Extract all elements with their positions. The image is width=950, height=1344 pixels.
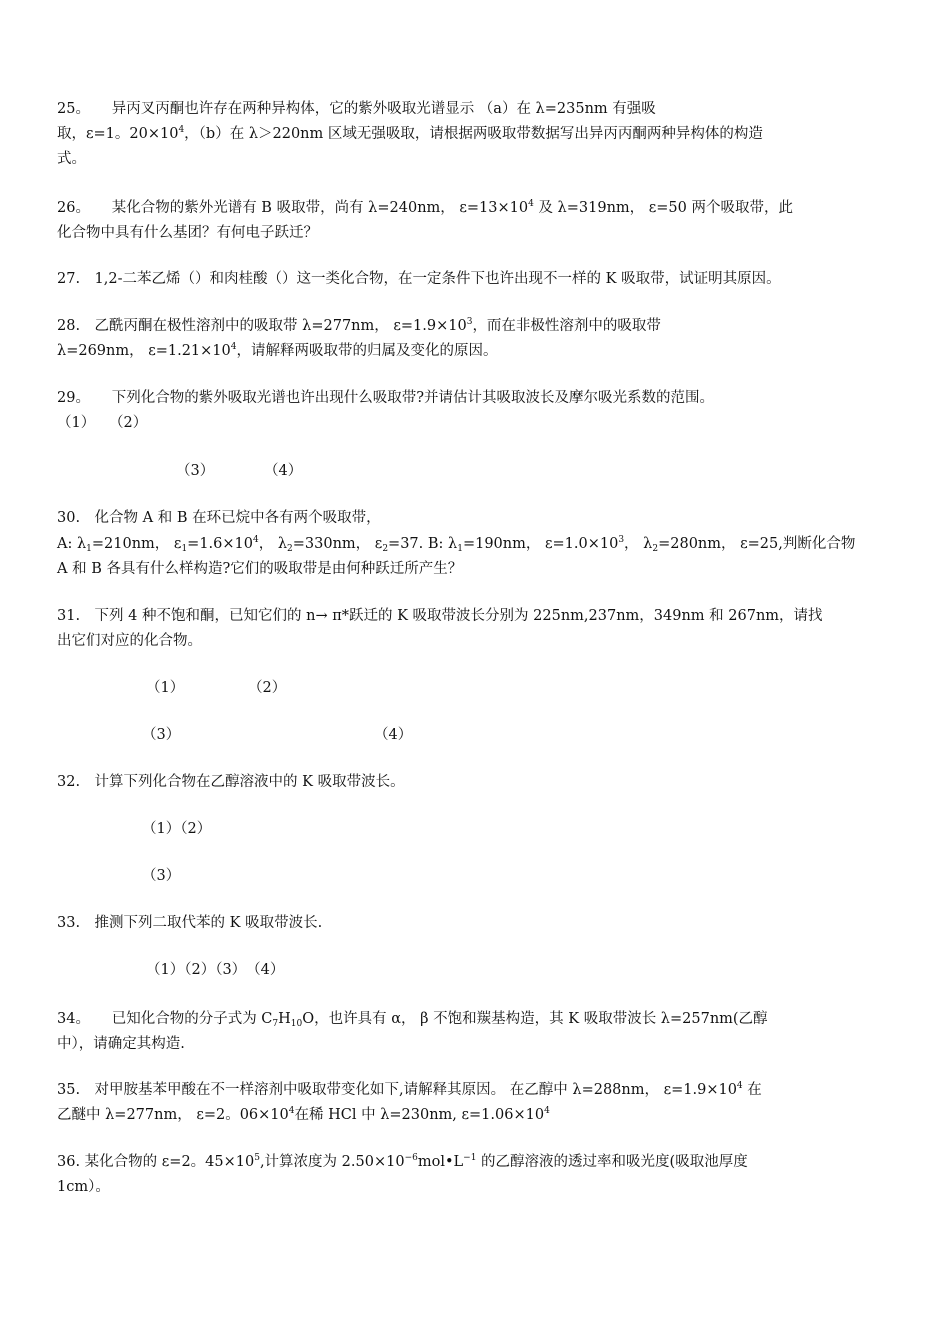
q25-line2: 取，ε=1。$20\times 10^4$，（b）在 λ＞220nm 区域无强吸取，请根据两吸取带数据写出异丙丙酮两种异构体的构造: [57, 125, 763, 142]
q31-line1: 31. 下列 4 种不饱和酮，已知它们的 n→ π*跃迁的 K 吸取带波长分别为 225nm,237nm，349nm 和 267nm，请找: [57, 608, 823, 624]
q25-line3: 式。: [57, 151, 86, 167]
q32-line1: 32. 计算下列化合物在乙醇溶液中的 K 吸取带波长。: [57, 774, 405, 790]
q28-line2: λ=269nm， $\varepsilon=1.21\times 10^4$，请解释两吸取带的归属及变化的原因。: [57, 342, 498, 359]
q29-label-3: （3）: [176, 463, 215, 479]
q26-line2: 化合物中具有什么基团？有何电子跃迁？: [57, 225, 318, 241]
q29-label-4: （4）: [264, 463, 303, 479]
q26-line1: 26。 某化合物的紫外光谱有 B 吸取带，尚有 λ=240nm， $\varepsilon=13\times 10^4$ 及 λ=319nm， ε=50 两个吸取带，此: [57, 199, 793, 216]
q31-line2: 出它们对应的化合物。: [57, 633, 202, 649]
q29-line1: 29。 下列化合物的紫外吸取光谱也许出现什么吸取带?并请估计其吸取波长及摩尔吸光系数的范围。: [57, 390, 714, 406]
q29-label-1: （1）: [57, 415, 96, 431]
q32-label-3: （3）: [142, 868, 181, 884]
q29-label-2: （2）: [109, 415, 148, 431]
q36-line1: 36. 某化合物的 ε=2。$45\times 10^5$,计算浓度为 $2.50\times 10^{-6}mol•L^{-1}$ 的乙醇溶液的透过率和吸光度(吸取池厚度: [57, 1153, 748, 1170]
q31-label-4: （4）: [374, 727, 413, 743]
q31-label-3: （3）: [142, 727, 181, 743]
q32-label-1-2: （1）（2）: [142, 821, 212, 837]
q27-line1: 27. 1,2-二苯乙烯（）和肉桂酸（）这一类化合物，在一定条件下也许出现不一样的 K 吸取带，试证明其原因。: [57, 271, 781, 287]
q33-labels: （1）（2）（3） （4）: [146, 962, 285, 978]
q30-line1: 30. 化合物 A 和 B 在环已烷中各有两个吸取带，: [57, 510, 381, 526]
q28-line1: 28. 乙酰丙酮在极性溶剂中的吸取带 λ=277nm， $\varepsilon=1.9\times 10^3$，而在非极性溶剂中的吸取带: [57, 317, 661, 334]
q30-line3: A 和 B 各具有什么样构造?它们的吸取带是由何种跃迁所产生？: [57, 561, 463, 577]
q30-line2: A: $\lambda_1=210nm$， $\varepsilon_1=1.6\times 10^4$， $\lambda_2=330nm$， $\varepsilon_2=37$. B: $\lambda_1=190nm$， $\varepsilon=1.0\times 10^3$， $\lambda_2=280nm$， ε=25,判断化合物: [57, 535, 856, 554]
q31-label-1: （1）: [146, 680, 185, 696]
q33-line1: 33. 推测下列二取代苯的 K 吸取带波长.: [57, 915, 323, 931]
q35-line1: 35. 对甲胺基苯甲酸在不一样溶剂中吸取带变化如下,请解释其原因。 在乙醇中 λ=288nm， $\varepsilon=1.9\times 10^4$ 在: [57, 1081, 762, 1098]
q25-line1: 25。 异丙叉丙酮也许存在两种异构体，它的紫外吸取光谱显示 （a）在 λ=235nm 有强吸: [57, 101, 656, 117]
q34-line2: 中），请确定其构造.: [57, 1036, 185, 1052]
q36-line2: 1cm）。: [57, 1179, 110, 1195]
q34-line1: 34。 已知化合物的分子式为 $C_7H_{10}O$，也许具有 α， β 不饱和羰基构造，其 K 吸取带波长 λ=257nm(乙醇: [57, 1011, 768, 1029]
q35-line2: 乙醚中 λ=277nm， ε=2。$06\times 10^4$在稀 HCl 中 λ=230nm, $\varepsilon=1.06\times 10^4$: [57, 1106, 550, 1123]
q31-label-2: （2）: [248, 680, 287, 696]
